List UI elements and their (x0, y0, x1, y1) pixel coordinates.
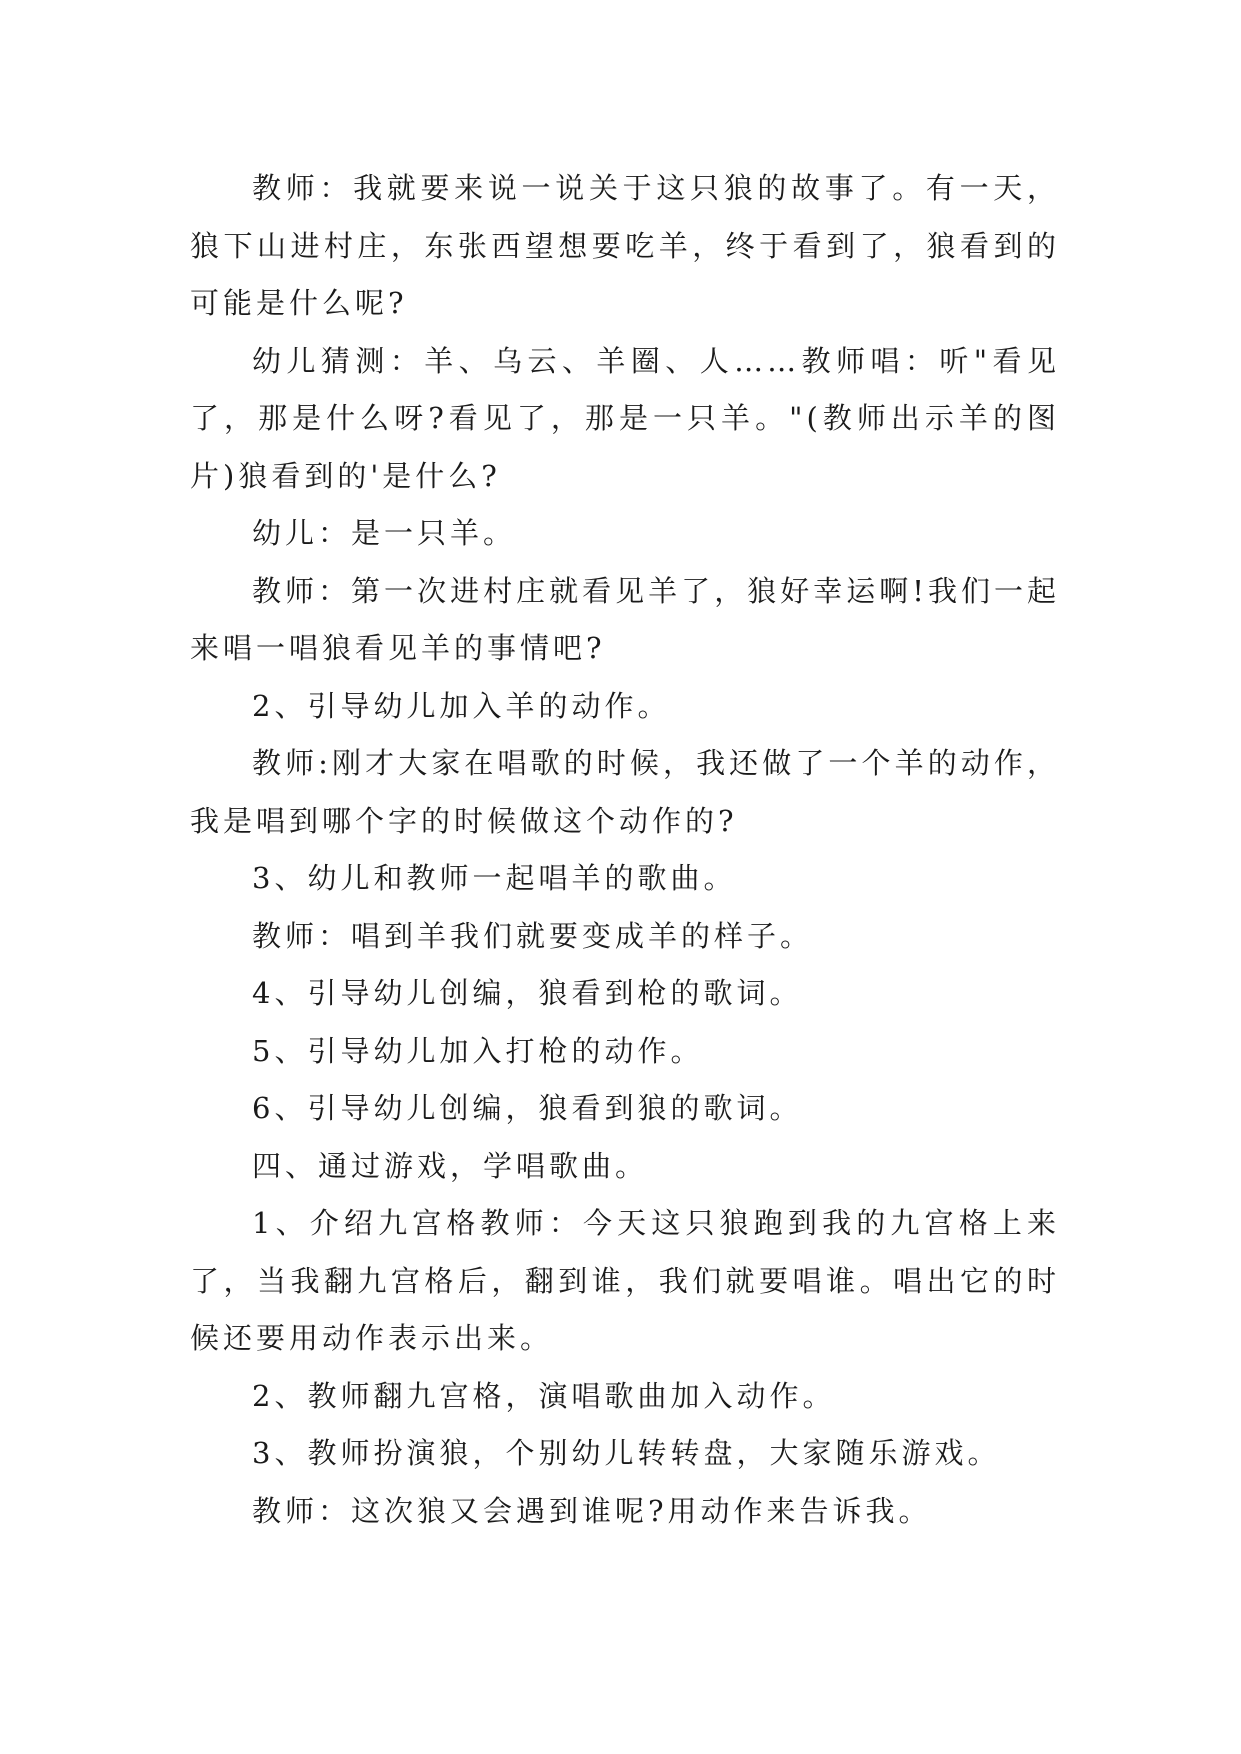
paragraph: 教师：我就要来说一说关于这只狼的故事了。有一天，狼下山进村庄，东张西望想要吃羊，终于看到了，狼看到的可能是什么呢? (190, 171, 1060, 320)
paragraph: 四、通过游戏，学唱歌曲。 (252, 1148, 649, 1183)
document-body (190, 160, 1060, 1540)
paragraph: 教师:刚才大家在唱歌的时候，我还做了一个羊的动作，我是唱到哪个字的时候做这个动作的? (190, 746, 1060, 838)
paragraph: 教师：第一次进村庄就看见羊了，狼好幸运啊!我们一起来唱一唱狼看见羊的事情吧? (190, 573, 1060, 665)
paragraph: 5、引导幼儿加入打枪的动作。 (252, 1033, 704, 1068)
paragraph: 2、教师翻九宫格，演唱歌曲加入动作。 (252, 1378, 836, 1413)
paragraph: 4、引导幼儿创编，狼看到枪的歌词。 (252, 976, 803, 1010)
paragraph: 教师：这次狼又会遇到谁呢?用动作来告诉我。 (252, 1493, 932, 1528)
paragraph: 6、引导幼儿创编，狼看到狼的歌词。 (252, 1091, 803, 1125)
paragraph: 3、幼儿和教师一起唱羊的歌曲。 (252, 861, 737, 895)
paragraph: 幼儿：是一只羊。 (252, 516, 517, 550)
paragraph: 幼儿猜测：羊、乌云、羊圈、人……教师唱：听"看见了，那是什么呀?看见了，那是一只羊。"(教师出示羊的图片)狼看到的'是什么? (190, 343, 1060, 493)
paragraph: 1、介绍九宫格教师：今天这只狼跑到我的九宫格上来了，当我翻九宫格后，翻到谁，我们就要唱谁。唱出它的时候还要用动作表示出来。 (190, 1206, 1060, 1355)
paragraph: 3、教师扮演狼，个别幼儿转转盘，大家随乐游戏。 (252, 1436, 1001, 1470)
paragraph: 2、引导幼儿加入羊的动作。 (252, 688, 671, 723)
paragraph: 教师：唱到羊我们就要变成羊的样子。 (252, 918, 814, 953)
